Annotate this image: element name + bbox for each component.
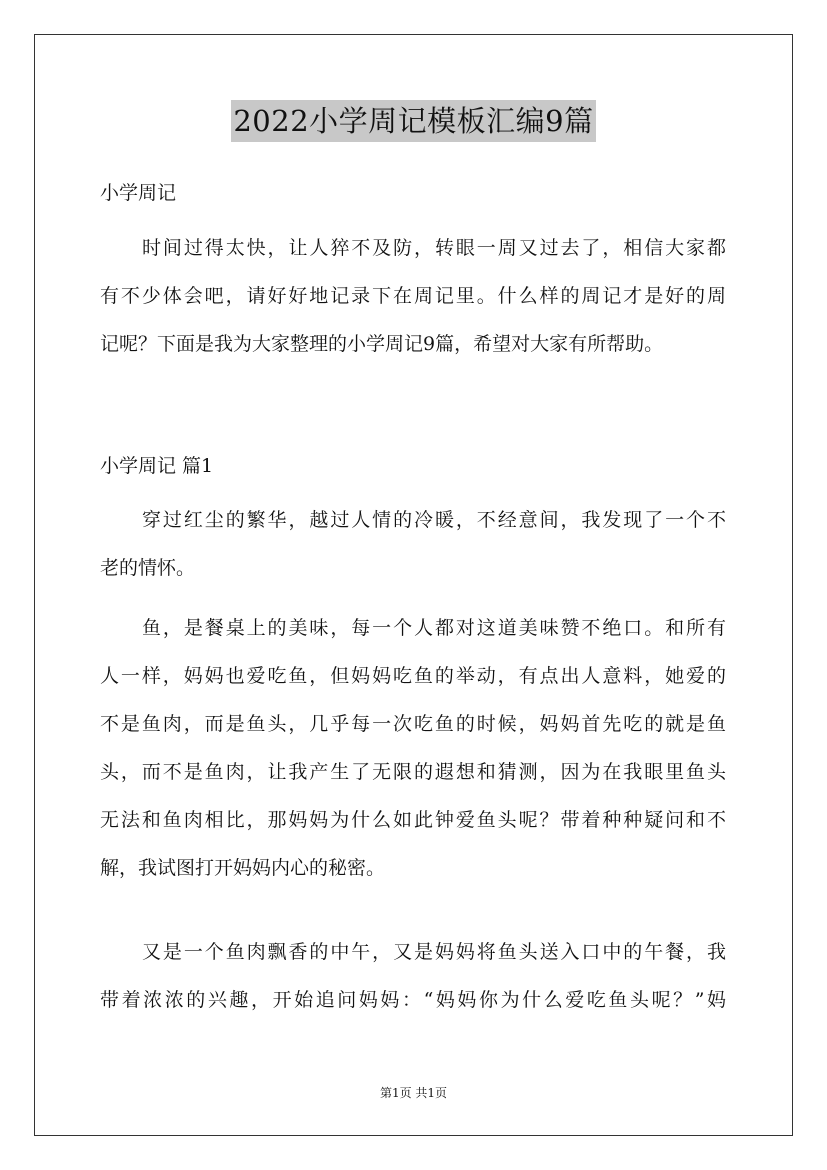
paragraph-line: 鱼，是餐桌上的美味，每一个人都对这道美味赞不绝口。和所有 [142, 617, 726, 639]
paragraph-line: 穿过红尘的繁华，越过人情的冷暖，不经意间，我发现了一个不 [142, 509, 726, 531]
section-paragraph-2 [100, 616, 726, 904]
section-paragraph-3 [100, 940, 726, 1036]
paragraph-line: 有不少体会吧，请好好地记录下在周记里。什么样的周记才是好的周 [100, 285, 726, 307]
paragraph-line: 记呢？下面是我为大家整理的小学周记9篇，希望对大家有所帮助。 [100, 333, 664, 355]
paragraph-line: 头，而不是鱼肉，让我产生了无限的遐想和猜测，因为在我眼里鱼头 [100, 761, 726, 783]
paragraph-line: 老的情怀。 [100, 557, 196, 579]
paragraph-line: 带着浓浓的兴趣，开始追问妈妈：“妈妈你为什么爱吃鱼头呢？”妈 [100, 989, 726, 1011]
section-heading: 小学周记 篇1 [100, 455, 214, 477]
document-title: 2022小学周记模板汇编9篇 [231, 100, 595, 142]
page-footer: 第1页 共1页 [379, 1086, 448, 1100]
paragraph-line: 时间过得太快，让人猝不及防，转眼一周又过去了，相信大家都 [142, 237, 726, 259]
paragraph-line: 无法和鱼肉相比，那妈妈为什么如此钟爱鱼头呢？带着种种疑问和不 [100, 809, 726, 831]
intro-heading: 小学周记 [100, 182, 177, 204]
paragraph-line: 不是鱼肉，而是鱼头，几乎每一次吃鱼的时候，妈妈首先吃的就是鱼 [100, 713, 726, 735]
section-paragraph-1 [100, 508, 726, 604]
paragraph-line: 又是一个鱼肉飘香的中午，又是妈妈将鱼头送入口中的午餐，我 [142, 941, 726, 963]
paragraph-line: 人一样，妈妈也爱吃鱼，但妈妈吃鱼的举动，有点出人意料，她爱的 [100, 665, 726, 687]
intro-paragraph [100, 236, 726, 380]
title-container [0, 100, 827, 142]
paragraph-line: 解，我试图打开妈妈内心的秘密。 [100, 857, 386, 879]
